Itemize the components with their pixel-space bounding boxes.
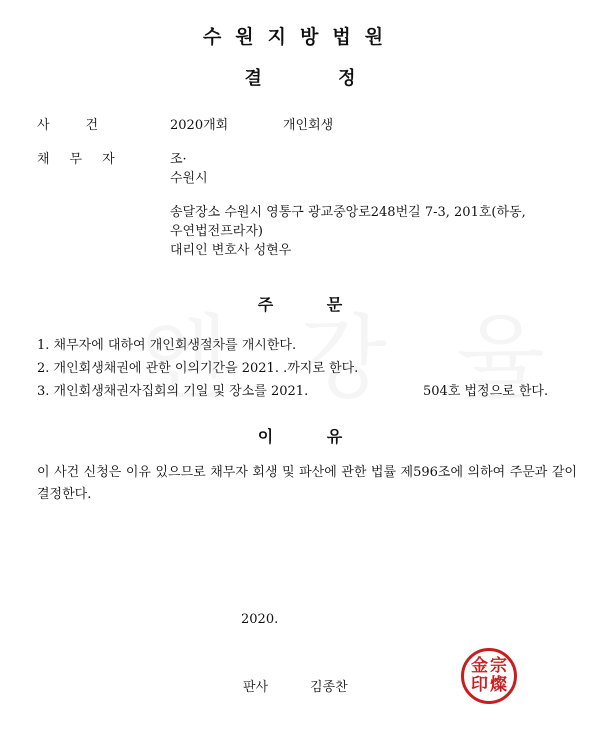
judge-name: 김종찬 — [310, 680, 348, 695]
seal-char: 金 — [471, 656, 488, 676]
reason-text: 이 사건 신청은 이유 있으므로 채무자 회생 및 파산에 관한 법률 제596조에 의하여 주문과 같이 결정한다. — [37, 465, 577, 502]
delivery-address-cont: 우연법전프라자) — [170, 224, 263, 239]
debtor-address: 수원시 — [170, 171, 208, 186]
order-item-2: 2. 개인회생채권에 관한 이의기간을 2021. .까지로 한다. — [37, 361, 359, 376]
judge-label: 판사 — [243, 680, 269, 695]
document-type: 결 정 — [244, 68, 356, 89]
delivery-address: 송달장소 수원시 영통구 광교중앙로248번길 7-3, 201호(하동, — [170, 205, 526, 220]
order-item-3-place: 504호 법정으로 한다. — [423, 384, 549, 399]
court-name: 수원지방법원 — [202, 26, 398, 48]
seal-char: 印 — [471, 675, 488, 695]
reason-heading: 이 유 — [257, 427, 343, 446]
debtor-agent: 대리인 변호사 성현우 — [170, 243, 292, 258]
debtor-name: 조· — [170, 152, 187, 167]
case-label: 사건 — [37, 118, 135, 133]
case-number: 2020개회 — [170, 118, 229, 133]
judge-seal-icon — [461, 648, 517, 704]
order-heading: 주 문 — [257, 295, 343, 314]
order-item-3: 3. 개인회생채권자집회의 기일 및 장소를 2021. — [37, 384, 309, 399]
decision-date: 2020. — [241, 612, 279, 627]
case-type: 개인회생 — [283, 118, 334, 133]
order-item-1: 1. 채무자에 대하여 개인회생절차를 개시한다. — [37, 338, 297, 353]
seal-char: 宗 — [490, 656, 507, 676]
debtor-label: 채무자 — [37, 152, 135, 167]
seal-char: 燦 — [490, 675, 507, 695]
